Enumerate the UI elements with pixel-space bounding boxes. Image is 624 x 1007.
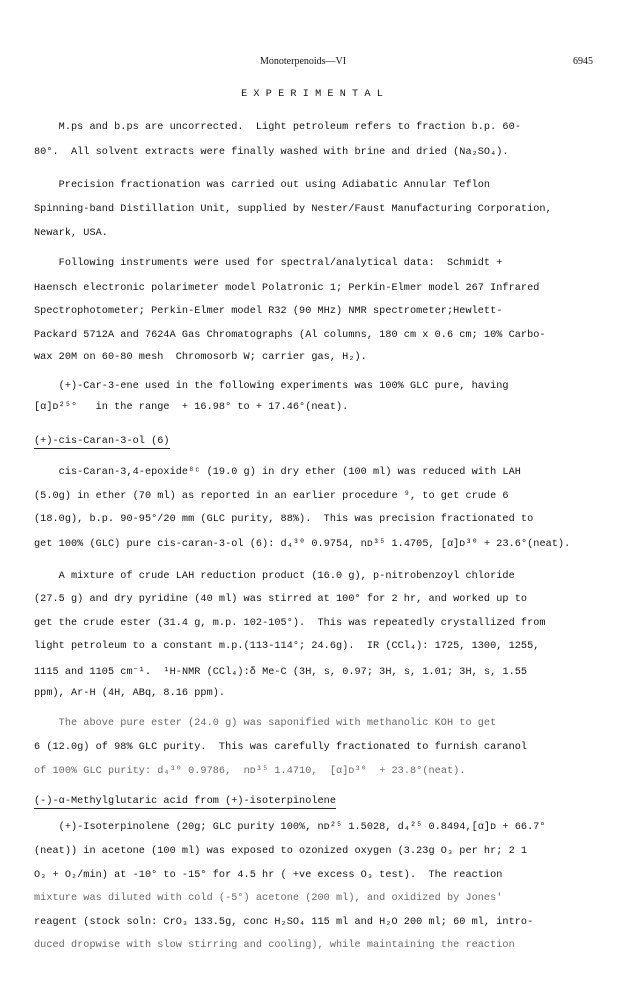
text-line: Packard 5712A and 7624A Gas Chromatographs (Al columns, 180 cm x 0.6 cm; 10% Carbo-	[34, 330, 546, 341]
text-line: (27.5 g) and dry pyridine (40 ml) was stirred at 100° for 2 hr, and worked up to	[34, 594, 528, 605]
text-line: Following instruments were used for spectral/analytical data: Schmidt +	[34, 258, 503, 269]
section-title: E X P E R I M E N T A L	[241, 89, 383, 100]
text-line: [α]ᴅ²⁵° in the range + 16.98° to + 17.46°(neat).	[34, 402, 349, 413]
text-line: The above pure ester (24.0 g) was saponified with methanolic KOH to get	[34, 718, 497, 729]
text-line: cis-Caran-3,4-epoxide⁸ᶜ (19.0 g) in dry ether (100 ml) was reduced with LAH	[34, 467, 521, 478]
text-line: 6 (12.0g) of 98% GLC purity. This was carefully fractionated to furnish caranol	[34, 742, 528, 753]
running-header-title: Monoterpenoids—VI	[260, 56, 347, 67]
text-line: Haensch electronic polarimeter model Polatronic 1; Perkin-Elmer model 267 Infrared	[34, 283, 540, 294]
text-line: Precision fractionation was carried out using Adiabatic Annular Teflon	[34, 180, 491, 191]
text-line: get 100% (GLC) pure cis-caran-3-ol (6): d₄³⁰ 0.9754, nᴅ³⁵ 1.4705, [α]ᴅ³⁰ + 23.6°(neat).	[34, 539, 571, 550]
subsection-heading-text: (+)-cis-Caran-3-ol (6)	[34, 436, 170, 447]
text-line: get the crude ester (31.4 g, m.p. 102-105°). This was repeatedly crystallized from	[34, 618, 546, 629]
text-line: mixture was diluted with cold (-5°) acetone (200 ml), and oxidized by Jones'	[34, 893, 503, 904]
subsection-heading-text: (-)-α-Methylglutaric acid from (+)-isoterpinolene	[34, 796, 337, 807]
text-line: 1115 and 1105 cm⁻¹. ¹H-NMR (CCl₄):δ Me-C (3H, s, 0.97; 3H, s, 1.01; 3H, s, 1.55	[34, 667, 528, 678]
text-line: O₃ + O₂/min) at -10° to -15° for 4.5 hr ( +ve excess O₃ test). The reaction	[34, 870, 503, 881]
page-number: 6945	[573, 56, 593, 67]
text-line: Newark, USA.	[34, 228, 108, 239]
text-line: light petroleum to a constant m.p.(113-114°; 24.6g). IR (CCl₄): 1725, 1300, 1255,	[34, 641, 540, 652]
text-line: (+)-Car-3-ene used in the following experiments was 100% GLC pure, having	[34, 381, 509, 392]
text-line: reagent (stock soln: CrO₃ 133.5g, conc H₂SO₄ 115 ml and H₂O 200 ml; 60 ml, intro-	[34, 917, 534, 928]
text-line: wax 20M on 60-80 mesh Chromosorb W; carrier gas, H₂).	[34, 352, 367, 363]
text-line: duced dropwise with slow stirring and cooling), while maintaining the reaction	[34, 940, 515, 951]
text-line: 80°. All solvent extracts were finally washed with brine and dried (Na₂SO₄).	[34, 147, 509, 158]
text-line: Spinning-band Distillation Unit, supplied by Nester/Faust Manufacturing Corporation,	[34, 204, 552, 215]
text-line: (5.0g) in ether (70 ml) as reported in an earlier procedure ⁹, to get crude 6	[34, 491, 509, 502]
text-line: ppm), Ar-H (4H, ABq, 8.16 ppm).	[34, 688, 226, 699]
subsection-heading	[34, 436, 170, 447]
text-line: (18.0g), b.p. 90-95°/20 mm (GLC purity, 88%). This was precision fractionated to	[34, 514, 534, 525]
text-line: Spectrophotometer; Perkin-Elmer model R32 (90 MHz) NMR spectrometer;Hewlett-	[34, 306, 503, 317]
text-line: (+)-Isoterpinolene (20g; GLC purity 100%, nᴅ²⁵ 1.5028, d₄²⁵ 0.8494,[α]ᴅ + 66.7°	[34, 822, 546, 833]
text-line: M.ps and b.ps are uncorrected. Light petroleum refers to fraction b.p. 60-	[34, 122, 521, 133]
text-line: of 100% GLC purity: d₄³⁰ 0.9786, nᴅ³⁵ 1.4710, [α]ᴅ³⁰ + 23.8°(neat).	[34, 766, 466, 777]
text-line: (neat)) in acetone (100 ml) was exposed to ozonized oxygen (3.23g O₃ per hr; 2 1	[34, 846, 528, 857]
text-line: A mixture of crude LAH reduction product (16.0 g), p-nitrobenzoyl chloride	[34, 571, 515, 582]
subsection-heading	[34, 796, 336, 807]
